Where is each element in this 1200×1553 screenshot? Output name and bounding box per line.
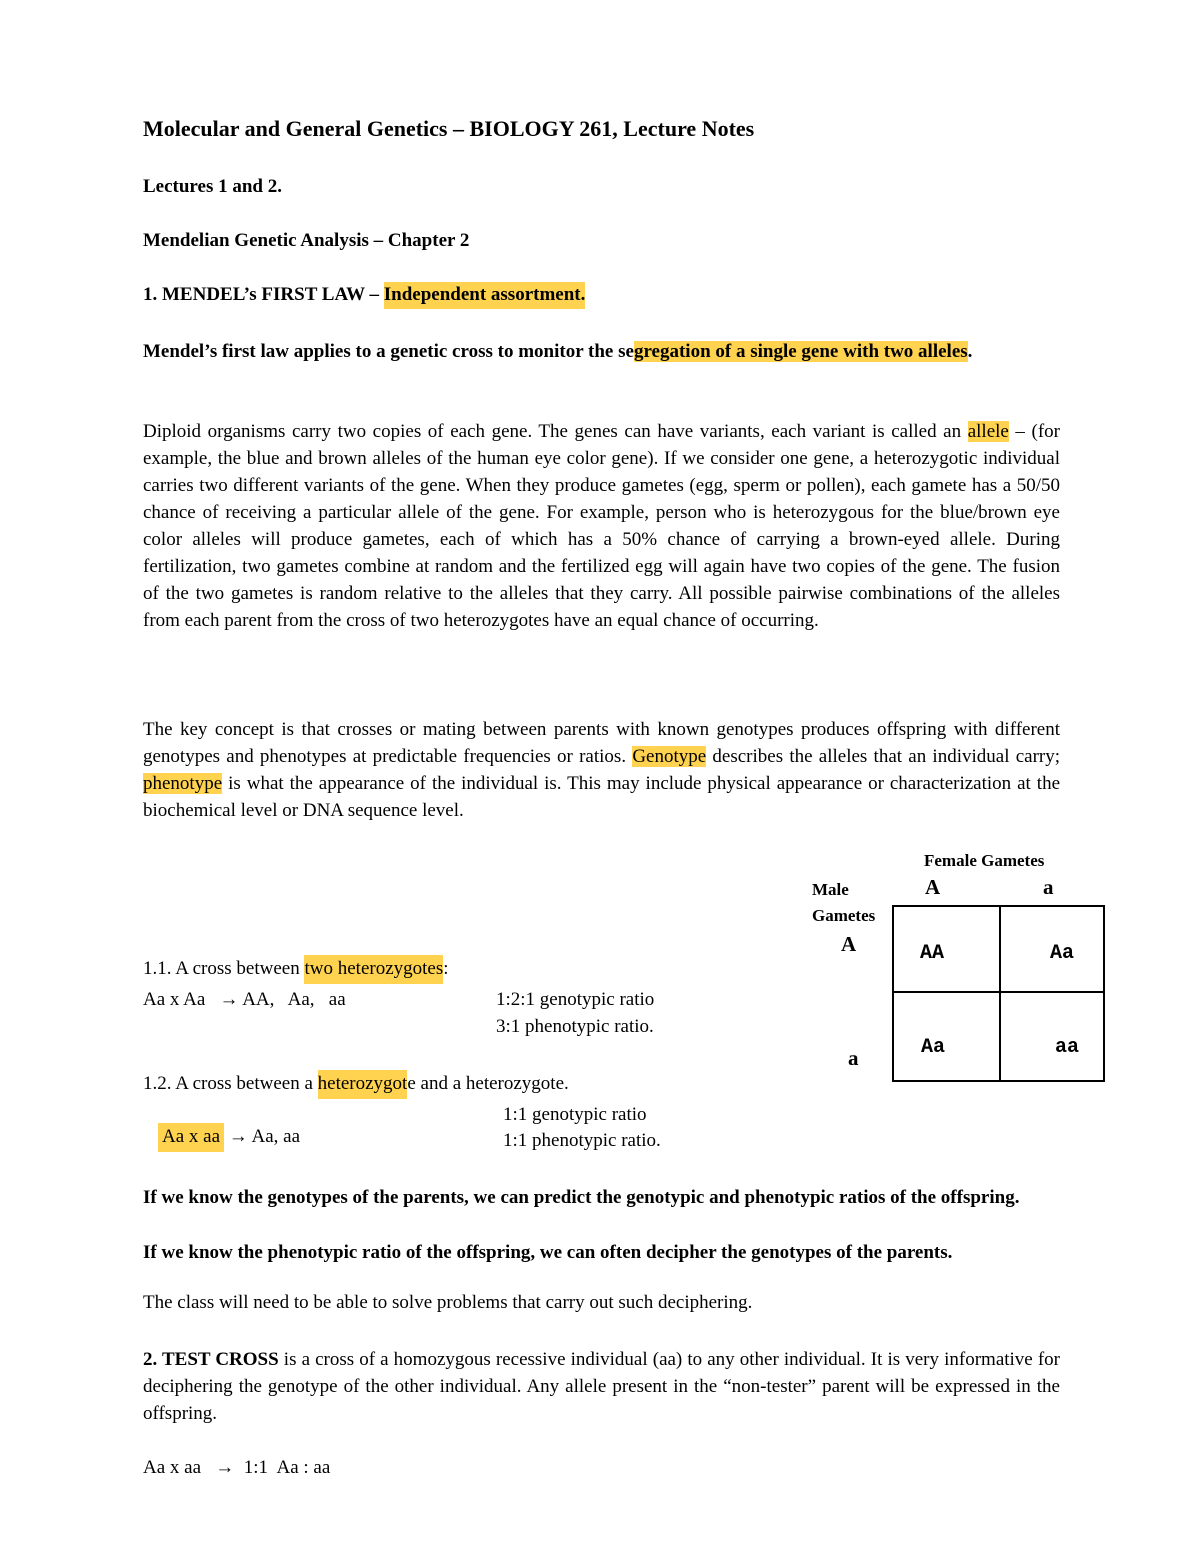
document-title: Molecular and General Genetics – BIOLOGY 261, Lecture Notes bbox=[143, 116, 755, 141]
cross-1-highlight: two heterozygotes bbox=[304, 955, 443, 984]
section-1-highlight: Independent assortment. bbox=[384, 282, 586, 309]
first-law-text: Mendel’s first law applies to a genetic cross to monitor the se bbox=[143, 341, 634, 362]
cross-2-equation: Aa x aa → Aa, aa bbox=[139, 1104, 300, 1170]
test-cross-paragraph: 2. TEST CROSS is a cross of a homozygous recessive individual (aa) to any other individual. It is very informative for deciphering the genotype of the other individual. Any allele present in the “non-tester” parent will be expressed in the offspring. bbox=[143, 1349, 1060, 1424]
female-allele-A: A bbox=[925, 875, 941, 899]
prediction-statement-2: If we know the phenotypic ratio of the offspring, we can often decipher the genotypes of the parents. bbox=[143, 1242, 953, 1263]
phenotype-term: phenotype bbox=[143, 773, 223, 794]
cross-1-genotypic-ratio: 1:2:1 genotypic ratio bbox=[496, 989, 655, 1010]
male-label: Male bbox=[812, 880, 849, 899]
first-law-statement: Mendel’s first law applies to a genetic cross to monitor the segregation of a single gene with two alleles. bbox=[143, 341, 973, 362]
class-note: The class will need to be able to solve problems that carry out such deciphering. bbox=[143, 1292, 753, 1313]
punnett-cell-Aa-bottom: Aa bbox=[921, 1036, 946, 1059]
male-allele-a: a bbox=[848, 1046, 859, 1070]
cross-1-phenotypic-ratio: 3:1 phenotypic ratio. bbox=[496, 1016, 654, 1037]
section-1-prefix: 1. MENDEL’s FIRST LAW – bbox=[143, 284, 384, 305]
chapter-heading: Mendelian Genetic Analysis – Chapter 2 bbox=[143, 230, 470, 251]
test-cross-label: 2. TEST CROSS bbox=[143, 1349, 279, 1370]
cross-2-genotypic-ratio: 1:1 genotypic ratio bbox=[503, 1104, 647, 1125]
prediction-statement-1: If we know the genotypes of the parents, we can predict the genotypic and phenotypic ratios of the offspring. bbox=[143, 1187, 1020, 1208]
cross-1-heading: 1.1. A cross between two heterozygotes: bbox=[143, 958, 449, 980]
allele-term: allele bbox=[967, 421, 1009, 442]
key-concept-paragraph: The key concept is that crosses or mating between parents with known genotypes produces offspring with different genotypes and phenotypes at predictable frequencies or ratios. Genotype describes the alleles that an individual carry; phenotype is what the appearance of the individual is. This may include physical appearance or characterization at the biochemical level or DNA sequence level. bbox=[143, 719, 1060, 821]
lectures-heading: Lectures 1 and 2. bbox=[143, 176, 282, 197]
female-allele-a: a bbox=[1043, 875, 1054, 899]
male-allele-A: A bbox=[841, 932, 857, 956]
punnett-divider-vertical bbox=[999, 905, 1001, 1082]
punnett-cell-Aa-top: Aa bbox=[1050, 942, 1075, 965]
section-1-heading bbox=[143, 284, 585, 306]
cross-2-equation-highlight: Aa x aa bbox=[158, 1123, 224, 1152]
punnett-divider-horizontal bbox=[892, 991, 1105, 993]
cross-2-phenotypic-ratio: 1:1 phenotypic ratio. bbox=[503, 1130, 661, 1151]
gametes-label: Gametes bbox=[812, 906, 876, 925]
genotype-term: Genotype bbox=[632, 746, 707, 767]
cross-1-equation: Aa x Aa → AA, Aa, aa bbox=[143, 989, 346, 1010]
punnett-cell-aa: aa bbox=[1055, 1036, 1080, 1059]
punnett-cell-AA: AA bbox=[920, 942, 945, 965]
cross-2-highlight: heterozygot bbox=[318, 1070, 408, 1099]
cross-2-heading: 1.2. A cross between a heterozygote and a heterozygote. bbox=[143, 1073, 569, 1095]
test-cross-equation: Aa x aa → 1:1 Aa : aa bbox=[143, 1457, 331, 1478]
first-law-highlight: gregation of a single gene with two alleles bbox=[633, 341, 968, 362]
diploid-paragraph: Diploid organisms carry two copies of each gene. The genes can have variants, each variant is called an allele – (for example, the blue and brown alleles of the human eye color gene). If we consider one gene, a heterozygotic individual carries two different variants of the gene. When they produce gametes (egg, sperm or pollen), each gamete has a 50/50 chance of receiving a particular allele of the gene. For example, person who is heterozygous for the blue/brown eye color alleles will produce gametes, each of which has a 50% chance of carrying a brown-eyed allele. During fertilization, two gametes combine at random and the fertilized egg will again have two copies of the gene. The fusion of the two gametes is random relative to the alleles that they carry. All possible pairwise combinations of the alleles from each parent from the cross of two heterozygotes have an equal chance of occurring. bbox=[143, 421, 1060, 631]
female-gametes-label: Female Gametes bbox=[924, 851, 1045, 870]
